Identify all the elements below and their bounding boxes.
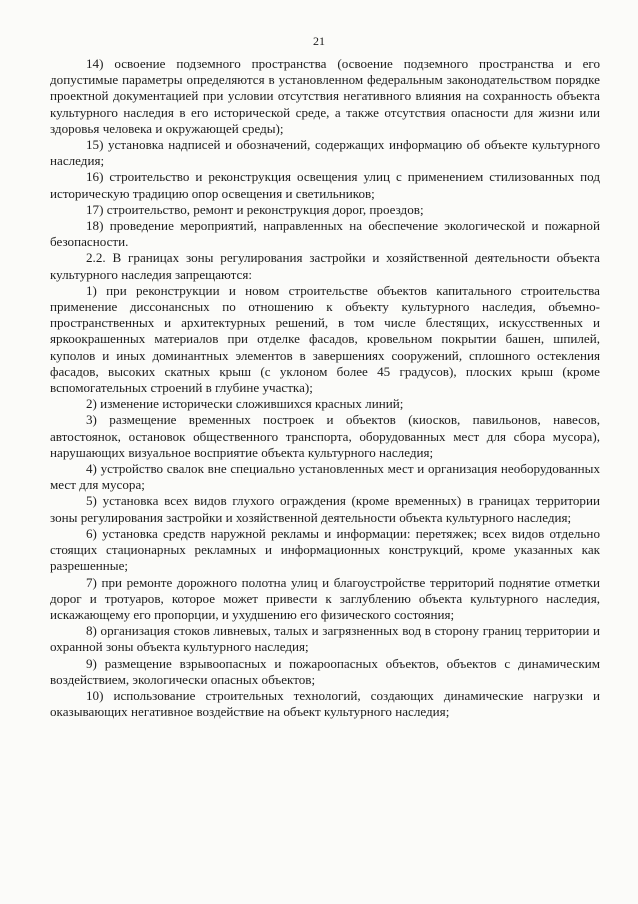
document-body: [50, 56, 600, 720]
prohibition-item-9: 9) размещение взрывоопасных и пожароопасных объектов, объектов с динамическим воздействием, экологически опасных объектов;: [50, 655, 600, 687]
prohibition-item-5: 5) установка всех видов глухого ограждения (кроме временных) в границах территории зоны регулирования застройки и хозяйственной деятельности объекта культурного наследия;: [50, 493, 600, 525]
prohibition-item-1: 1) при реконструкции и новом строительстве объектов капитального строительства применение диссонансных по отношению к объекту культурного наследия, объемно-пространственных и архитектурных решений, в том числе блестящих, искусственных и яркоокрашенных материалов при отделке фасадов, кровельном покрытии башен, шпилей, куполов и иных доминантных элементов в завершениях сооружений, сплошного остекления фасадов, высоких скатных крыш (с уклоном более 45 градусов), плоских крыш (кроме вспомогательных строений в глубине участка);: [50, 282, 600, 396]
section-heading-2-2: 2.2. В границах зоны регулирования застройки и хозяйственной деятельности объекта культурного наследия запрещаются:: [50, 250, 600, 282]
prohibition-item-10: 10) использование строительных технологий, создающих динамические нагрузки и оказывающих негативное воздействие на объект культурного наследия;: [50, 687, 600, 720]
page-number: 21: [313, 34, 325, 48]
list-item-15: 15) установка надписей и обозначений, содержащих информацию об объекте культурного наследия;: [50, 137, 600, 169]
prohibition-item-3: 3) размещение временных построек и объектов (киосков, павильонов, навесов, автостоянок, остановок общественного транспорта, оборудованных мест для сбора мусора), нарушающих визуальное восприятие объекта культурного наследия;: [50, 412, 600, 460]
list-item-17: 17) строительство, ремонт и реконструкция дорог, проездов;: [86, 201, 424, 217]
list-item-14: 14) освоение подземного пространства (освоение подземного пространства и его допустимые параметры определяются в установленном федеральным законодательством порядке проектной документацией при условии отсутствия негативного влияния на сохранность объекта культурного наследия в его исторической среде, а также отсутствия опасности для жизни или здоровья человека и окружающей среды);: [50, 56, 600, 136]
prohibition-item-7: 7) при ремонте дорожного полотна улиц и благоустройстве территорий поднятие отметки дорог и тротуаров, которое может привести к заглублению объекта культурного наследия, искажающему его пропорции, и ухудшению его физического состояния;: [50, 574, 600, 622]
list-item-16: 16) строительство и реконструкция освещения улиц с применением стилизованных под историческую традицию опор освещения и светильников;: [50, 169, 600, 201]
prohibition-item-6: 6) установка средств наружной рекламы и информации: перетяжек; всех видов отдельно стоящих стационарных рекламных и информационных конструкций, кроме указанных как разрешенные;: [50, 525, 600, 574]
prohibition-item-8: 8) организация стоков ливневых, талых и загрязненных вод в сторону границ территории и охранной зоны объекта культурного наследия;: [50, 623, 600, 655]
prohibition-item-2: 2) изменение исторически сложившихся красных линий;: [86, 396, 404, 412]
prohibition-item-4: 4) устройство свалок вне специально установленных мест и организация необорудованных мест для мусора;: [50, 461, 600, 493]
list-item-18: 18) проведение мероприятий, направленных на обеспечение экологической и пожарной безопасности.: [50, 218, 600, 250]
